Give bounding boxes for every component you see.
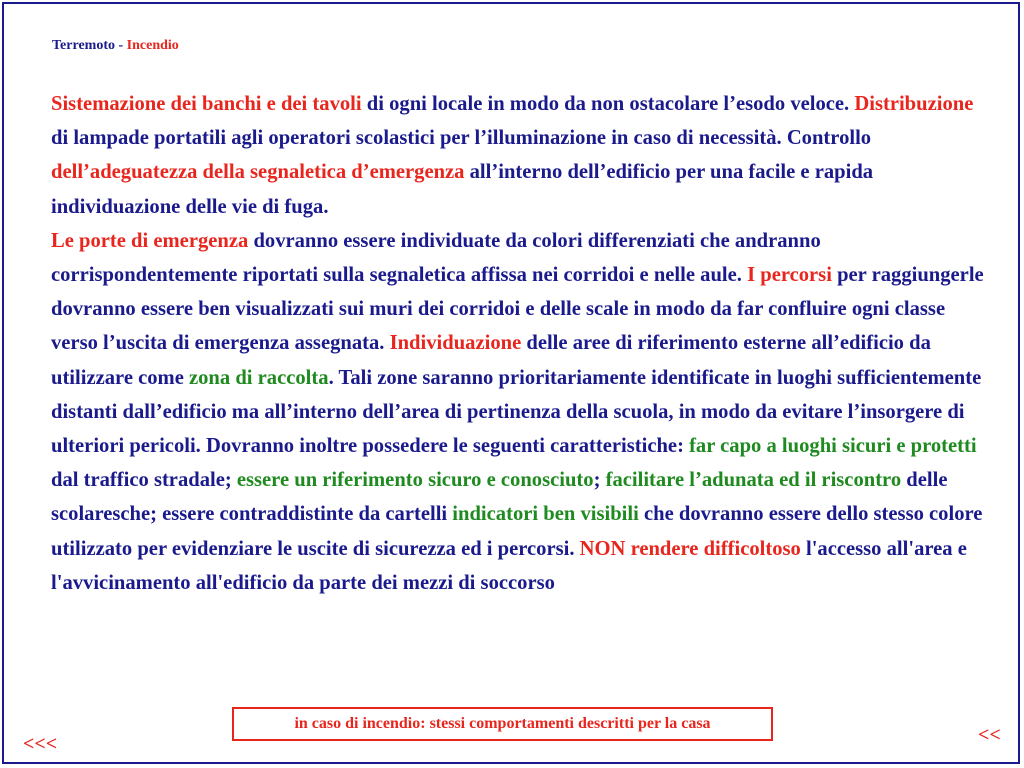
text-segment: zona di raccolta xyxy=(189,366,329,389)
breadcrumb-part1: Terremoto - xyxy=(52,38,127,53)
text-segment: indicatori ben visibili xyxy=(452,503,639,526)
text-segment: I percorsi xyxy=(747,264,832,287)
note-text: in caso di incendio: stessi comportamenti descritti per la casa xyxy=(294,715,711,732)
back-link[interactable]: <<< xyxy=(23,733,58,755)
note-box xyxy=(232,707,773,741)
text-segment: dovranno essere individuate da colori differenziati che andranno corrispondentemente riportati sulla segnaletica affissa nei corridoi e nelle aule. xyxy=(51,229,821,287)
text-segment: facilitare l’adunata ed il riscontro xyxy=(605,469,902,492)
text-segment: dell’adeguatezza della segnaletica d’emergenza xyxy=(51,161,465,184)
breadcrumb xyxy=(52,38,179,54)
breadcrumb-part2: Incendio xyxy=(126,38,179,53)
text-segment: Le porte di emergenza xyxy=(51,229,249,252)
text-segment: Individuazione xyxy=(389,332,522,355)
text-segment: far capo a luoghi sicuri e protetti xyxy=(689,435,977,458)
text-segment: delle aree di riferimento esterne all’edificio da utilizzare come xyxy=(51,332,931,389)
main-paragraph xyxy=(51,87,986,600)
text-segment: Sistemazione dei banchi e dei tavoli xyxy=(51,93,362,115)
text-segment: essere un riferimento sicuro e conosciuto xyxy=(236,469,594,492)
text-segment: di lampade portatili agli operatori scolastici per l’illuminazione in caso di necessità. Controllo xyxy=(51,127,872,150)
text-segment: di ogni locale in modo da non ostacolare l’esodo veloce. xyxy=(361,93,855,115)
text-segment: Distribuzione xyxy=(854,93,974,115)
text-segment: ; xyxy=(593,469,606,492)
text-segment: . Tali zone saranno prioritariamente identificate in luoghi sufficientemente distanti dall’edificio ma all’interno dell’area di pertinenza della scuola, in modo da evitare l’insorgere di ulteriori pericoli. Dovranno inoltre possedere le seguenti caratteristiche: xyxy=(51,366,982,458)
text-segment: per raggiungerle dovranno essere ben visualizzati sui muri dei corridoi e delle scale in modo da far confluire ogni classe verso l’uscita di emergenza assegnata. xyxy=(51,264,984,355)
text-segment: l'accesso all'area e l'avvicinamento all'edificio da parte dei mezzi di soccorso xyxy=(51,537,967,594)
prev-link[interactable]: << xyxy=(978,724,1001,746)
text-segment: delle scolaresche; essere contraddistinte da cartelli xyxy=(51,469,948,526)
text-segment: dal traffico stradale; xyxy=(51,469,237,492)
text-segment: NON rendere difficoltoso xyxy=(579,537,801,560)
text-segment: che dovranno essere dello stesso colore utilizzato per evidenziare le uscite di sicurezza ed i percorsi. xyxy=(51,503,983,560)
text-segment: all’interno dell’edificio per una facile e rapida individuazione delle vie di fuga. xyxy=(51,161,874,218)
